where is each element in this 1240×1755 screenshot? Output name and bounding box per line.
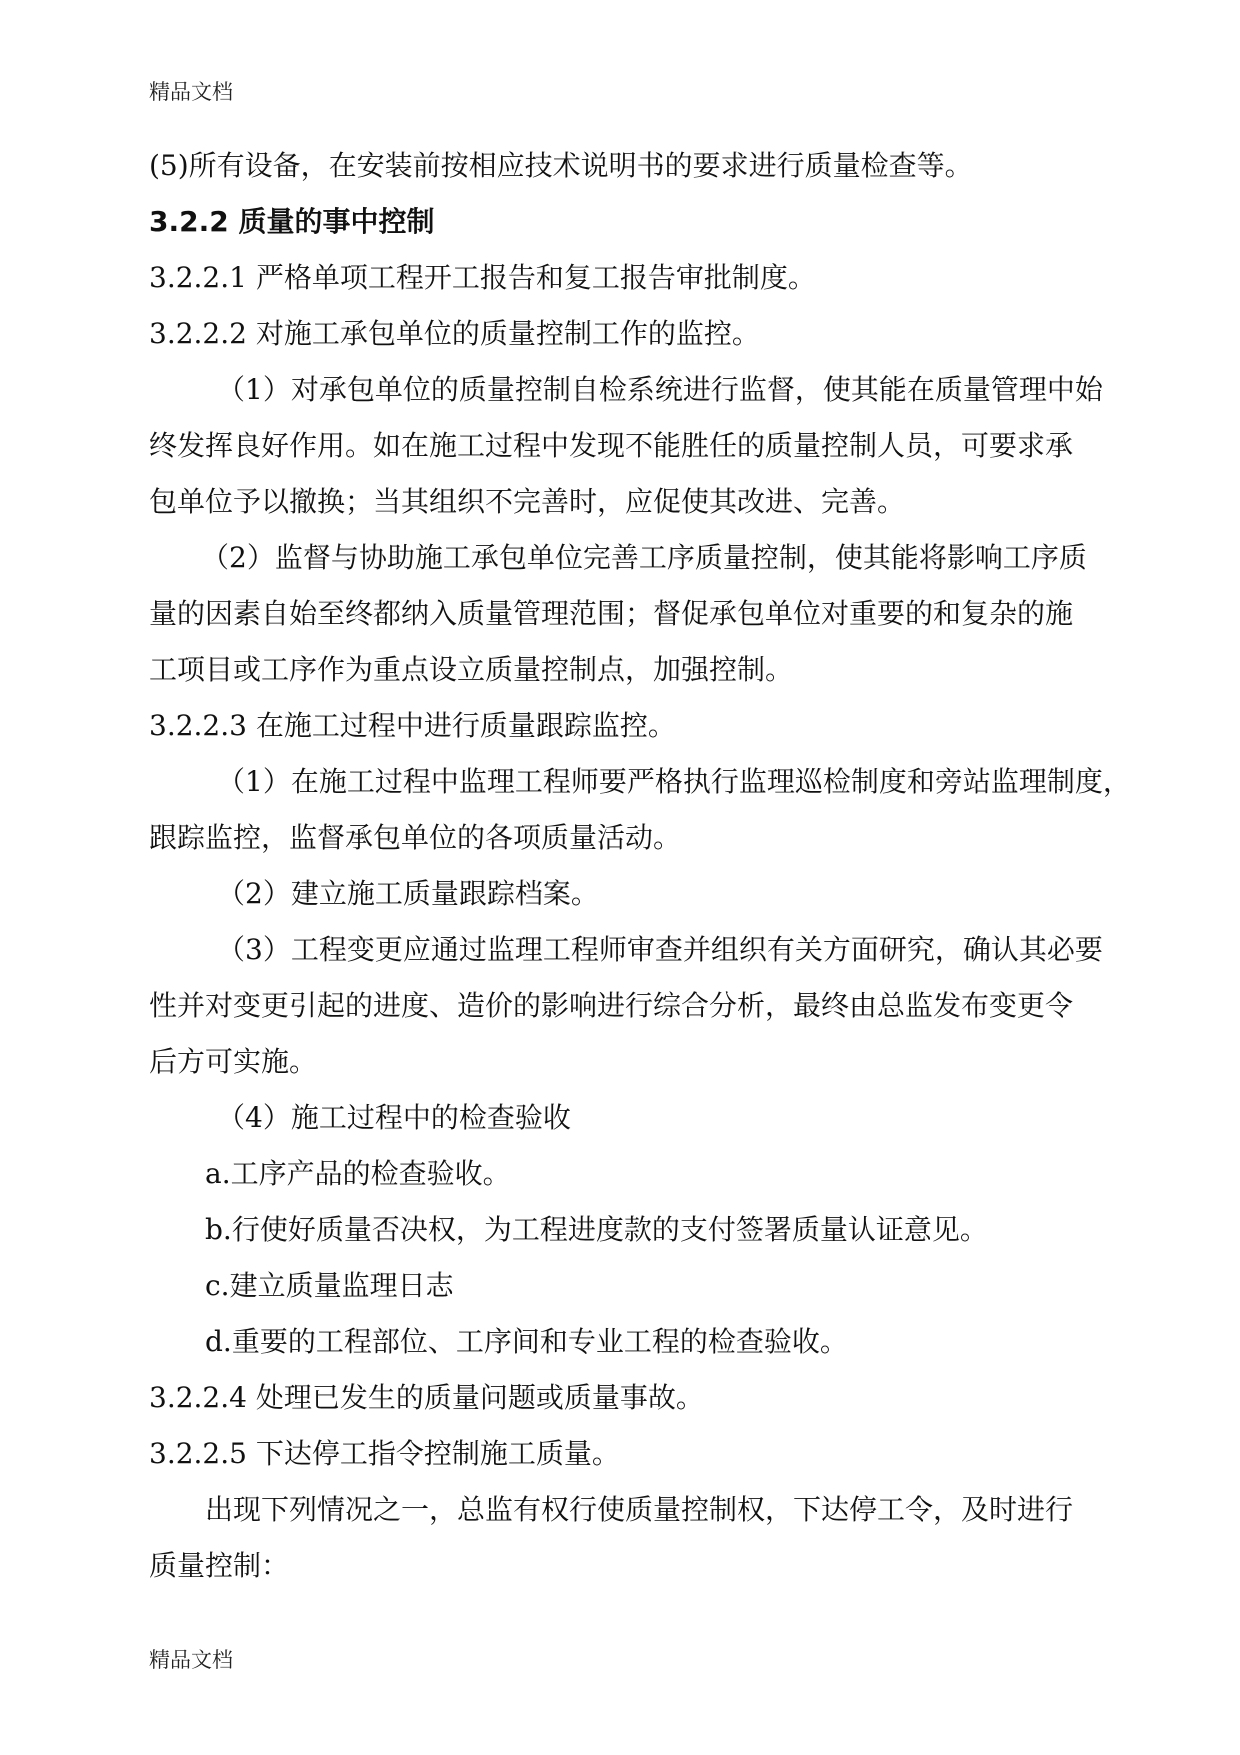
document-body — [149, 138, 1139, 1594]
paragraph-line: （1）对承包单位的质量控制自检系统进行监督，使其能在质量管理中始 — [217, 373, 1103, 406]
paragraph-line: 工项目或工序作为重点设立质量控制点，加强控制。 — [149, 653, 794, 686]
paragraph-line: (5)所有设备，在安装前按相应技术说明书的要求进行质量检查等。 — [149, 149, 973, 182]
list-item: d.重要的工程部位、工序间和专业工程的检查验收。 — [205, 1325, 848, 1358]
subsection-title: 3.2.2.2 对施工承包单位的质量控制工作的监控。 — [149, 317, 760, 350]
subsection-title: 3.2.2.1 严格单项工程开工报告和复工报告审批制度。 — [149, 261, 816, 294]
paragraph-line: 跟踪监控，监督承包单位的各项质量活动。 — [149, 821, 682, 854]
paragraph-line: 包单位予以撤换；当其组织不完善时，应促使其改进、完善。 — [149, 485, 906, 518]
paragraph-line: （1）在施工过程中监理工程师要严格执行监理巡检制度和旁站监理制度， — [217, 765, 1131, 798]
subsection-title: 3.2.2.4 处理已发生的质量问题或质量事故。 — [149, 1381, 704, 1414]
paragraph-line: 质量控制： — [149, 1549, 290, 1582]
paragraph-line: （3）工程变更应通过监理工程师审查并组织有关方面研究，确认其必要 — [217, 933, 1103, 966]
list-item: c.建立质量监理日志 — [205, 1269, 454, 1302]
paragraph-line: 终发挥良好作用。如在施工过程中发现不能胜任的质量控制人员，可要求承 — [149, 429, 1074, 462]
paragraph-line: （4）施工过程中的检查验收 — [217, 1101, 571, 1134]
paragraph-line: （2）监督与协助施工承包单位完善工序质量控制，使其能将影响工序质 — [201, 541, 1087, 574]
page-header: 精品文档 — [149, 80, 233, 104]
subsection-title: 3.2.2.3 在施工过程中进行质量跟踪监控。 — [149, 709, 676, 742]
list-item: b.行使好质量否决权，为工程进度款的支付签署质量认证意见。 — [205, 1213, 988, 1246]
paragraph-line: 性并对变更引起的进度、造价的影响进行综合分析，最终由总监发布变更令 — [149, 989, 1074, 1022]
list-item: a.工序产品的检查验收。 — [205, 1157, 511, 1190]
paragraph-line: 量的因素自始至终都纳入质量管理范围；督促承包单位对重要的和复杂的施 — [149, 597, 1074, 630]
section-heading: 3.2.2 质量的事中控制 — [149, 205, 435, 238]
paragraph-line: 出现下列情况之一，总监有权行使质量控制权，下达停工令，及时进行 — [205, 1493, 1074, 1526]
subsection-title: 3.2.2.5 下达停工指令控制施工质量。 — [149, 1437, 620, 1470]
paragraph-line: 后方可实施。 — [149, 1045, 318, 1078]
paragraph-line: （2）建立施工质量跟踪档案。 — [217, 877, 599, 910]
page-footer: 精品文档 — [149, 1648, 233, 1672]
